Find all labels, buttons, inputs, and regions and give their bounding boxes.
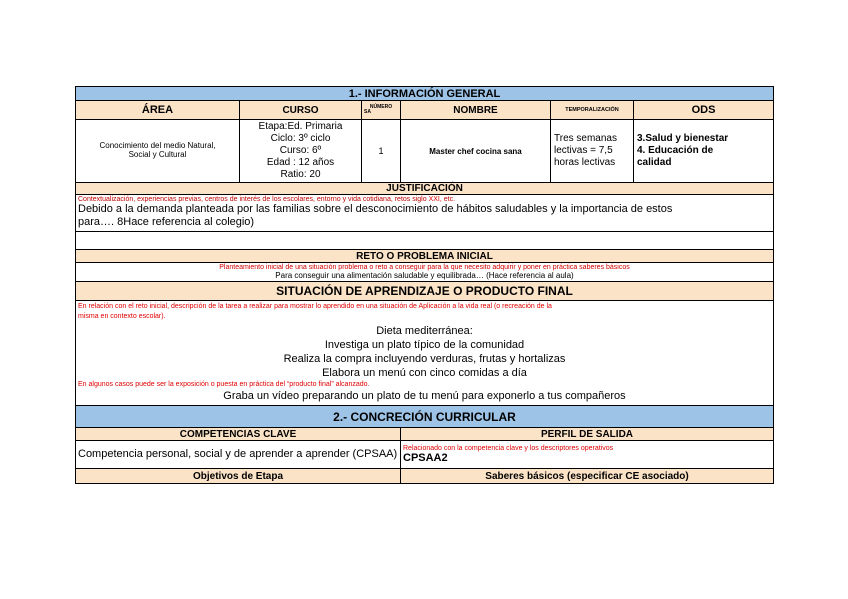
area-cell: [76, 120, 240, 183]
section2-data-row: [76, 441, 774, 469]
competencias-header: COMPETENCIAS CLAVE: [76, 428, 401, 441]
header-numero-sa: [362, 101, 401, 120]
saberes-header: Saberes básicos (especificar CE asociado): [401, 469, 774, 484]
header-area: ÁREA: [76, 101, 240, 120]
reto-content-row: [76, 263, 774, 282]
header-numero-line1: NÚMERO: [369, 103, 393, 110]
situacion-line: Elabora un menú con cinco comidas a día: [322, 367, 527, 379]
section1-data-row: [76, 120, 774, 183]
situacion-hint-line2: misma en contexto escolar).: [78, 313, 166, 320]
situacion-title: SITUACIÓN DE APRENDIZAJE O PRODUCTO FINAL: [76, 282, 774, 301]
numero-cell: 1: [362, 120, 401, 183]
spacer-row: [76, 232, 774, 250]
reto-title-row: [76, 250, 774, 263]
situacion-hint-line1: En relación con el reto inicial, descripción de la tarea a realizar para mostrar lo aprendido en una situación de Aplicación a la vida real (o recreación de la: [78, 303, 552, 310]
curso-line: Edad : 12 años: [266, 157, 335, 168]
justificacion-title: JUSTIFICACIÓN: [76, 183, 774, 195]
spacer-cell: [76, 232, 774, 250]
justificacion-content-row: [76, 195, 774, 232]
reto-content: [76, 263, 774, 282]
temporalizacion-cell: [551, 120, 634, 183]
justificacion-hint-end: , etc.: [439, 196, 456, 203]
situacion-content-row: [76, 301, 774, 406]
situacion-content: [76, 301, 774, 406]
section2-header-row-2: [76, 469, 774, 484]
section2-title: 2.- CONCRECIÓN CURRICULAR: [76, 406, 774, 428]
perfil-hint: Relacionado con la competencia clave y los descriptores operativos: [403, 445, 614, 452]
header-nombre: NOMBRE: [401, 101, 551, 120]
justificacion-text-line2: para…. 8Hace referencia al colegio): [78, 216, 255, 228]
ods-line: calidad: [637, 157, 672, 168]
ods-line: 4. Educación de: [637, 145, 714, 156]
objetivos-header: Objetivos de Etapa: [76, 469, 401, 484]
curso-line: Etapa:Ed. Primaria: [258, 121, 343, 132]
justificacion-hint-red: XXI: [428, 196, 440, 203]
ods-cell: [634, 120, 774, 183]
area-line2: Social y Cultural: [128, 150, 187, 159]
curso-line: Curso: 6º: [279, 145, 322, 156]
ods-line: 3.Salud y bienestar: [637, 133, 729, 144]
situacion-title-row: [76, 282, 774, 301]
justificacion-title-row: [76, 183, 774, 195]
perfil-cell: [401, 441, 774, 469]
nombre-cell: Master chef cocina sana: [401, 120, 551, 183]
info-table: [75, 86, 774, 484]
reto-title: RETO O PROBLEMA INICIAL: [76, 250, 774, 263]
justificacion-hint-text: Contextualización, experiencias previas, centros de interés de los escolares, entorno y vida cotidiana, retos siglo: [78, 196, 429, 203]
curso-line: Ratio: 20: [280, 169, 321, 180]
temporalizacion-line: horas lectivas: [554, 157, 616, 168]
situacion-line: Dieta mediterránea:: [376, 325, 473, 337]
header-ods: ODS: [634, 101, 774, 120]
situacion-final-line: Graba un vídeo preparando un plato de tu menú para exponerlo a tus compañeros: [223, 390, 626, 402]
curso-cell: [240, 120, 362, 183]
header-curso: CURSO: [240, 101, 362, 120]
header-numero-line2: SA: [364, 109, 371, 115]
competencia-text: Competencia personal, social y de aprender a aprender (CPSAA): [76, 441, 401, 469]
reto-hint: Planteamiento inicial de una situación problema o reto a conseguir para la que necesito adquirir y poner en práctica saberes básicos: [219, 264, 630, 271]
reto-text: Para conseguir una alimentación saludable y equilibrada… (Hace referencia al aula): [275, 271, 574, 280]
section2-title-row: [76, 406, 774, 428]
temporalizacion-line: lectivas = 7,5: [554, 145, 613, 156]
area-line1: Conocimiento del medio Natural,: [99, 141, 216, 151]
justificacion-content: [76, 195, 774, 232]
section1-title: 1.- INFORMACIÓN GENERAL: [76, 87, 774, 101]
perfil-header: PERFIL DE SALIDA: [401, 428, 774, 441]
section1-title-row: [76, 87, 774, 101]
justificacion-text-line1: Debido a la demanda planteada por las familias sobre el desconocimiento de hábitos saludables y la importancia de estos: [78, 203, 673, 215]
justificacion-hint: [78, 196, 771, 203]
perfil-value: CPSAA2: [403, 452, 448, 464]
temporalizacion-line: Tres semanas: [554, 133, 617, 144]
curso-line: Ciclo: 3º ciclo: [270, 133, 331, 144]
situacion-line: Realiza la compra incluyendo verduras, frutas y hortalizas: [283, 353, 566, 365]
situacion-line: Investiga un plato típico de la comunidad: [324, 339, 525, 351]
situacion-hint2: En algunos casos puede ser la exposición o puesta en práctica del “producto final” alcanzado.: [78, 381, 370, 388]
planning-sheet: [75, 86, 773, 484]
section2-header-row: [76, 428, 774, 441]
header-temporalizacion: TEMPORALIZACIÓN: [551, 101, 634, 120]
section1-header-row: [76, 101, 774, 120]
